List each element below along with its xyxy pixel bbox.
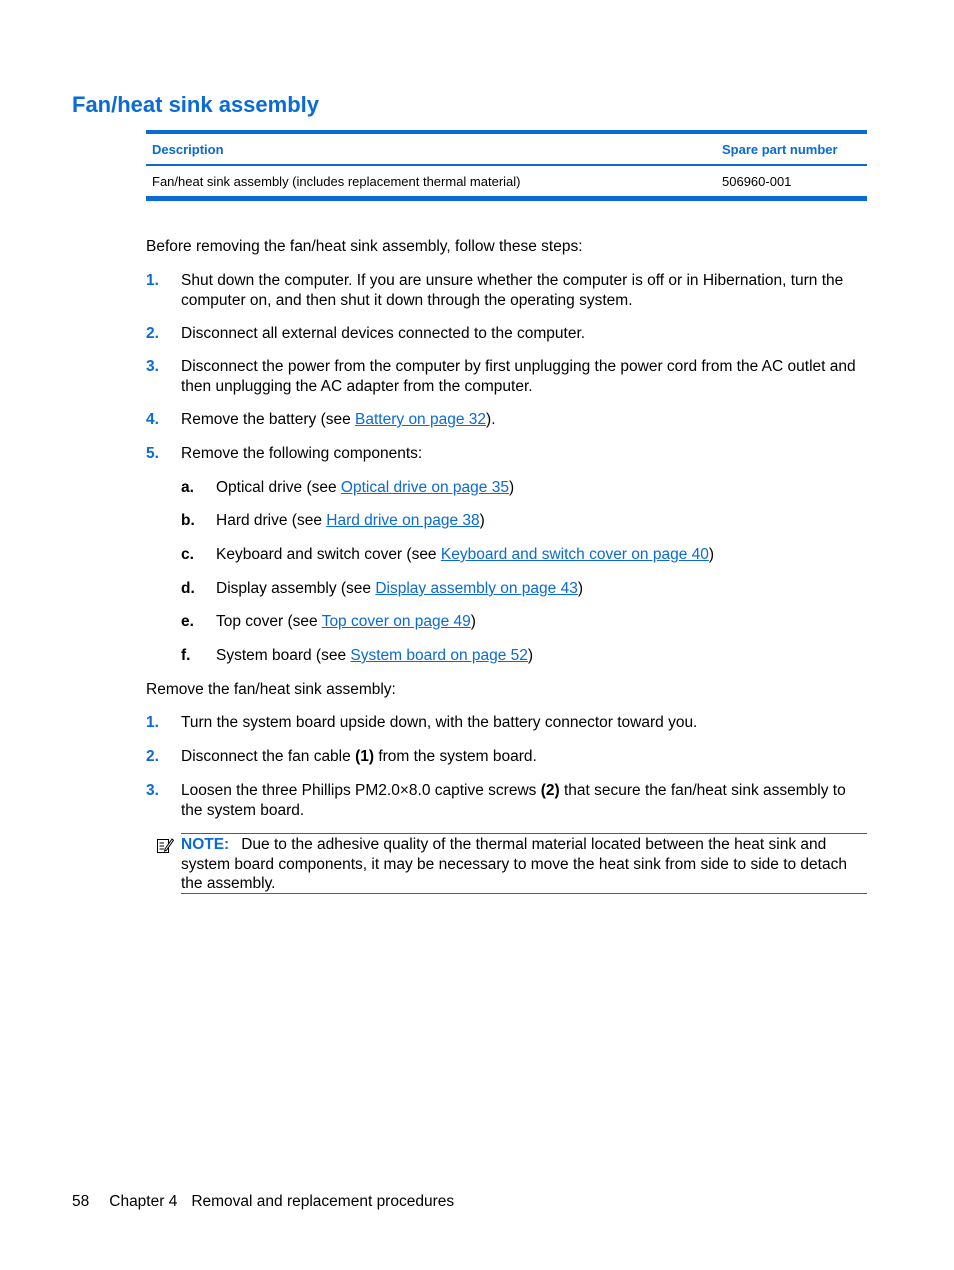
step-number: 1. [146, 272, 159, 289]
system-board-link[interactable]: System board on page 52 [350, 647, 528, 664]
step-number: 4. [146, 411, 159, 428]
sub-step-letter: c. [181, 546, 194, 563]
step-text [181, 410, 871, 430]
callout-number: (1) [355, 748, 375, 765]
step-text-post: from the system board. [374, 748, 537, 765]
top-cover-link[interactable]: Top cover on page 49 [321, 613, 471, 630]
table-cell-part-number: 506960-001 [722, 174, 792, 189]
table-top-rule [146, 130, 867, 134]
sub-step-letter: f. [181, 647, 191, 664]
page-title: Fan/heat sink assembly [72, 92, 319, 117]
step-number: 3. [146, 782, 159, 799]
table-cell-description: Fan/heat sink assembly (includes replacement thermal material) [152, 174, 521, 189]
sub-step-post: ) [479, 512, 485, 529]
note-pencil-icon [156, 836, 174, 854]
step-text [181, 747, 871, 767]
sub-step-post: ) [527, 647, 534, 664]
sub-step-text [216, 545, 714, 565]
battery-link[interactable]: Battery on page 32 [355, 411, 487, 428]
sub-step-pre: Display assembly (see [216, 580, 376, 597]
page-number: 58 [72, 1193, 90, 1210]
note-label: NOTE: [181, 836, 230, 853]
sub-step-pre: Keyboard and switch cover (see [216, 546, 441, 563]
step-number: 2. [146, 748, 159, 765]
sub-step-letter: a. [181, 479, 194, 496]
sub-step-letter: b. [181, 512, 195, 529]
step-text-pre: Disconnect the fan cable [181, 748, 356, 765]
footer-chapter-title: Removal and replacement procedures [191, 1193, 455, 1210]
sub-step-pre: Hard drive (see [216, 512, 327, 529]
table-bottom-rule [146, 196, 867, 201]
sub-step-pre: System board (see [216, 647, 351, 664]
sub-step-letter: d. [181, 580, 195, 597]
step-text: Turn the system board upside down, with the battery connector toward you. [181, 714, 698, 731]
step-number: 1. [146, 714, 159, 731]
callout-number: (2) [540, 782, 560, 799]
step-text-post: that secure the fan/heat sink assembly to the system board. [181, 782, 846, 819]
display-assembly-link[interactable]: Display assembly on page 43 [375, 580, 578, 597]
step-number: 5. [146, 445, 159, 462]
sub-step-letter: e. [181, 613, 194, 630]
sub-step-pre: Top cover (see [216, 613, 322, 630]
sub-step-post: ) [508, 479, 515, 496]
table-header-description: Description [152, 142, 224, 157]
sub-step-pre: Optical drive (see [216, 479, 341, 496]
step-text-pre: Remove the battery (see [181, 411, 356, 428]
sub-step-post: ) [577, 580, 584, 597]
sub-step-text [216, 646, 533, 666]
step-text [181, 781, 869, 821]
sub-step-post: ) [470, 613, 476, 630]
note-box [181, 833, 867, 894]
step-text: Disconnect the power from the computer by first unplugging the power cord from the AC outlet and then unplugging the AC adapter from the computer. [181, 358, 856, 395]
step-text: Shut down the computer. If you are unsure whether the computer is off or in Hibernation, turn the computer on, and then shut it down through the operating system. [181, 272, 844, 309]
hard-drive-link[interactable]: Hard drive on page 38 [326, 512, 480, 529]
step-number: 3. [146, 358, 159, 375]
keyboard-link[interactable]: Keyboard and switch cover on page 40 [440, 546, 709, 563]
page-footer [72, 1193, 454, 1211]
step-text: Disconnect all external devices connected to the computer. [181, 325, 586, 342]
note-text: Due to the adhesive quality of the thermal material located between the heat sink and system board components, it may be necessary to move the heat sink from side to side to detach the assembly. [181, 836, 847, 892]
optical-drive-link[interactable]: Optical drive on page 35 [340, 479, 509, 496]
step-text-post: ). [486, 411, 496, 428]
footer-chapter: Chapter 4 [109, 1193, 178, 1210]
spare-parts-table [146, 130, 867, 201]
step-text-pre: Loosen the three Phillips PM2.0×8.0 captive screws [181, 782, 541, 799]
table-header-spare-part: Spare part number [722, 142, 838, 157]
sub-step-post: ) [708, 546, 715, 563]
step-number: 2. [146, 325, 159, 342]
sub-step-text [216, 478, 514, 498]
step-text: Remove the following components: [181, 445, 423, 462]
sub-step-text [216, 612, 476, 632]
sub-step-text [216, 511, 485, 531]
sub-step-text [216, 579, 583, 599]
remove-intro-text: Remove the fan/heat sink assembly: [146, 681, 396, 698]
table-header-rule [146, 164, 867, 166]
intro-text: Before removing the fan/heat sink assembly, follow these steps: [146, 238, 583, 255]
